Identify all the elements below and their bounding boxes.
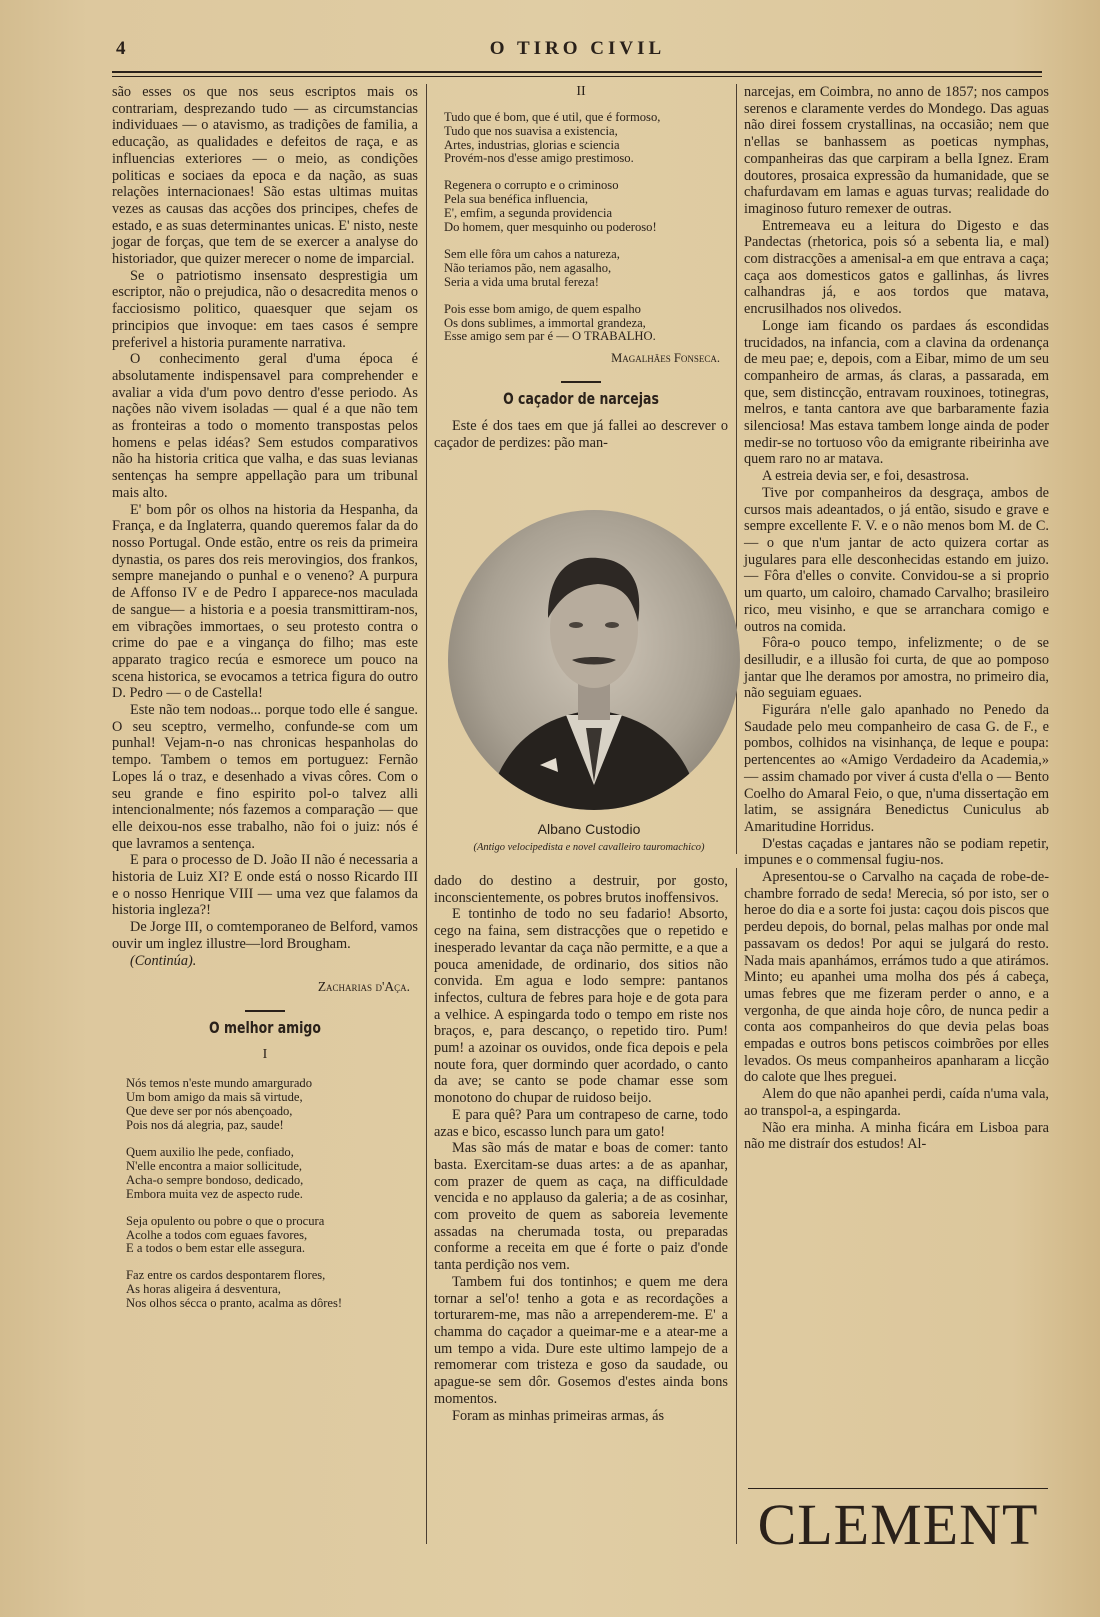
portrait-illustration — [448, 510, 740, 810]
page-header — [110, 38, 1045, 68]
paragraph: Se o patriotismo insensato desprestigia um escriptor, não o prejudica, não o desacredita menos o facciosismo politico, quaesquer que sejam os principios que invoque: em taes casos é sempre preferivel a historia puramente narrativa. — [112, 267, 418, 351]
verse-line: Pois nos dá alegria, paz, saude! — [126, 1118, 284, 1133]
header-rule-thin — [112, 76, 1042, 77]
stanza — [126, 1215, 418, 1257]
paragraph: Não era minha. A minha ficára em Lisboa para não me distraír dos estudos! Al- — [744, 1119, 1049, 1153]
verse-line: Acha-o sempre bondoso, dedicado, — [126, 1172, 304, 1187]
column-divider-2-bottom — [736, 868, 737, 1544]
paragraph: Entremeava eu a leitura do Digesto e das Pandectas (rhetorica, pois só a sebenta lia, e mal) com distracções a amenisal-a em que entrava a caça; caça aos domesticos gatos e gallinhas, ás livres calhandras já, e aos tordos que matava, encrusilhados nos olivedos. — [744, 217, 1049, 318]
article-signature: Zacharias d'Aça. — [317, 979, 410, 995]
stanza — [126, 1269, 418, 1311]
verse-line: Um bom amigo da mais sã virtude, — [126, 1090, 303, 1105]
stanza — [444, 248, 728, 290]
verse-line: Seja opulento ou pobre o que o procura — [126, 1213, 325, 1228]
column-2-lower — [434, 873, 728, 1424]
column-divider-2-top — [736, 84, 737, 854]
paragraph: Figurára n'elle galo apanhado no Penedo da Saudade pelo meu companheiro de casa G. de F., e pombos, colhidos na visinhança, de leque e poupa: pertencentes ao «Amigo Verdadeiro da Academia,» — assim chamado por viver á custa d'ella o — Bento Coelho do Amaral Feio, o que, n'uma dissertação em latim, se assignára Benedictus Cuniculus ab Amaritudine Horridus. — [744, 702, 1049, 835]
paragraph: E para o processo de D. João II não é necessaria a historia de Luiz XI? E onde está o nosso Ricardo III e o nosso Henrique VIII — uma vez que falamos da historia ingleza?! — [112, 852, 418, 919]
advert-clement: CLEMENT — [757, 1492, 1039, 1557]
poem-part-1 — [126, 1077, 418, 1311]
verse-line: Acolhe a todos com eguaes favores, — [126, 1227, 308, 1242]
paragraph: Foram as minhas primeiras armas, ás — [452, 1407, 665, 1424]
verse-line: Quem auxilio lhe pede, confiado, — [126, 1145, 294, 1159]
header-rule-thick — [112, 71, 1042, 73]
stanza — [444, 111, 728, 167]
verse-line: Esse amigo sem par é — O TRABALHO. — [444, 329, 656, 344]
paragraph: são esses os que nos seus escriptos mais os contrariam, desprezando tudo — as circumstancias individuaes — o atavismo, as tradições de familia, a educação, as qualidades e defeitos de raça, e as influencias exteriores — o meio, as condições politicas e sociaes da epoca e da nação, as suas relações internacionaes! São estas ultimas muitas vezes as causas das acções dos principes, chefes de estado, e as suas determinantes unicas. E' nisto, neste jogar de forças, que tem de se exercer a analyse do historiador, que quizer merecer o nome de imparcial. — [112, 84, 418, 268]
column-divider-1 — [426, 84, 427, 1544]
verse-line: Pela sua benéfica influencia, — [444, 192, 589, 207]
verse-line: Nós temos n'este mundo amargurado — [126, 1076, 313, 1091]
verse-line: Provém-nos d'esse amigo prestimoso. — [444, 151, 634, 166]
verse-line: Não teriamos pão, nem agasalho, — [444, 260, 612, 275]
verse-line: As horas aligeira á desventura, — [126, 1282, 281, 1297]
verse-line: Pois esse bom amigo, de quem espalho — [444, 301, 641, 316]
verse-line: Seria a vida uma brutal fereza! — [444, 274, 599, 289]
verse-line: N'elle encontra a maior sollicitude, — [126, 1158, 303, 1173]
section-rule — [245, 1010, 285, 1012]
paragraph: O conhecimento geral d'uma época é absolutamente indispensavel para comprehender e avaliar a vida d'um povo dentro d'esse periodo. As nações não vivem isoladas — qual é a que não tem as fronteiras a todo o momento transpostas pelos homens e pelas idéas? Sem estudos comparativos não ha historia critica que valha, e das suas levianas sentenças ha sempre appellação para um tribunal mais alto. — [112, 351, 418, 501]
paragraph: De Jorge III, o comtemporaneo de Belford, vamos ouvir um inglez illustre—lord Brougham. — [112, 919, 418, 952]
paragraph: Apresentou-se o Carvalho na caçada de robe-de-chambre forrado de seda! Merecia, só por isto, ser o heroe do dia e a sorte foi justa: caçou dois piscos que perdeu depois, do bornal, pelas malhas por onde mal passavam os dedos! Por aqui se julgará do resto. Nada mais apanhámos, errámos tudo a que atirámos. Minto; eu apanhei uma molha dos pés á cabeça, umas febres que me fizeram perder o anno, e a vergonha, de que ainda hoje côro, de nunca pedir a conta aos companheiros do que devia pelas boas empadas e outros bons petiscos coimbrões por elles levados. Os meus companheiros apanharam a licção do calote que lhes preguei. — [744, 869, 1049, 1086]
verse-line: Tudo que nos suavisa a existencia, — [444, 123, 618, 138]
paragraph: E tontinho de todo no seu fadario! Absorto, cego na faina, sem distracções que o repetido e inesperado levantar da caça não permitte, e a que a pouca amenidade, de ordinario, dos sitios não convida. Em agua e lodo sempre: pantanos infectos, cultura de febres para hoje e de gota para a velhice. A espingarda todo o tempo em riste nos braços, e, para descanço, o repetido tiro. Pum! pum! a azoinar os ouvidos, onde fica depois e pela noute fora, quer dormindo quer acordado, o canto da ave; se canto se pode chamar esse som monotono do chupar de ruidoso beijo. — [434, 906, 728, 1107]
paragraph: E para quê? Para um contrapeso de carne, todo azas e bico, escasso lunch para um gato! — [434, 1106, 728, 1140]
stanza — [126, 1146, 418, 1202]
page-number: 4 — [116, 38, 126, 59]
verse-line: E', emfim, a segunda providencia — [444, 206, 613, 221]
paragraph: Tambem fui dos tontinhos; e quem me dera tornar a sel'o! tenho a gota e as recordações a torturarem-me, mas não a arrependerem-me. E' a chamma do caçador a queimar-me e a atear-me a um tempo a vida. Dure este ultimo lampejo de a remomerar com tristeza e goso da saudade, ou apague-se sem dôr. Gosemos d'estes ainda bons momentos. — [434, 1273, 728, 1407]
stanza — [126, 1077, 418, 1133]
verse-line: Que deve ser por nós abençoado, — [126, 1104, 293, 1119]
section-rule — [561, 381, 601, 383]
portrait-caption-subtitle: (Antigo velocipedista e novel cavalleiro tauromachico) — [473, 842, 705, 853]
paragraph: Longe iam ficando os pardaes ás escondidas trucidados, na infancia, com a clavina da ordenança de meu pae; e, depois, com a Eibar, mimo de um seu companheiro de armas, ás claras, a passarada, em que, sem distincção, entravam rouxinoes, totinegras, melros, e tanta cantora ave que barbaramente fazia silenciosa! Mas estava tambem longe ainda de poder medir-se no tortuoso vôo da emigrante ribeirinha ave quem raro no ar matava. — [744, 317, 1049, 468]
poem-title: O melhor amigo — [209, 1017, 321, 1037]
column-3 — [744, 84, 1049, 1153]
portrait-photo — [448, 510, 740, 810]
paragraph: Este não tem nodoas... porque todo elle é sangue. O seu sceptro, vermelho, confunde-se com um punhal! Vejam-n-o nas chronicas hespanholas do tempo. Tambem o temos em portuguez: Fernão Lopes lá o traz, e desenhado a vivas côres. Com o seu grande e fino espirito pol-o talvez alli intencionalmente; nós fazemos a comparação — que elle deixou-nos esse trabalho, não foi o juiz: nós é que lavramos a sentença. — [112, 702, 418, 852]
newspaper-title: O TIRO CIVIL — [489, 38, 666, 59]
column-1 — [112, 84, 418, 1324]
stanza — [444, 179, 728, 235]
verse-line: Artes, industrias, glorias e sciencia — [444, 137, 620, 152]
poem-part-number: I — [262, 1046, 268, 1062]
verse-line: Tudo que é bom, que é util, que é formoso, — [444, 109, 661, 124]
paragraph: dado do destino a destruir, por gosto, inconscientemente, os pobres brutos inoffensivos. — [434, 873, 728, 906]
verse-line: Embora muita vez de aspecto rude. — [126, 1186, 303, 1201]
verse-line: Regenera o corrupto e o criminoso — [444, 178, 619, 193]
article-title: O caçador de narcejas — [503, 389, 659, 409]
poem-part-number: II — [576, 84, 586, 99]
stanza — [444, 303, 728, 345]
portrait-caption-name: Albano Custodio — [537, 821, 641, 837]
advert-rule — [748, 1488, 1048, 1489]
paragraph: Tive por companheiros da desgraça, ambos de cursos mais adeantados, o já então, sisudo e grave e sempre excellente F. V. e o não menos bom M. de C. — o que n'um jantar de acto quizera cortar as jugulares para elle desconhecidas estando em juizo. — Fôra d'elles o convite. Convidou-se a si proprio um quarto, um caloiro, chamado Carvalho; brasileiro rico, meu visinho, e que se arranchara comigo e outros na comida. — [744, 484, 1049, 635]
paragraph: A estreia devia ser, e foi, desastrosa. — [762, 468, 970, 485]
poem-part-2 — [444, 111, 728, 345]
paragraph: Mas são más de matar e boas de comer: tanto basta. Exercitam-se duas artes: a de as apanhar, com prazer de quem as caça, na difficuldade vencida e no applauso da galeria; a de as cosinhar, com proveito de quem as saboreia levemente assadas na cherumada tosta, ou preparadas conforme a receita em que é forte o paiz d'onde tanta perdição nos vem. — [434, 1140, 728, 1274]
poem-signature: Magalhães Fonseca. — [611, 351, 720, 366]
column-2 — [434, 84, 728, 451]
paragraph: D'estas caçadas e jantares não se podiam repetir, impunes e o commensal fugiu-nos. — [744, 835, 1049, 869]
paragraph: E' bom pôr os olhos na historia da Hespanha, da França, e da Inglaterra, quando queremos falar da do nosso Portugal. Onde estão, entre os reis da primeira dynastia, os pares dos reis merovingios, dos frankos, sempre manejando o punhal e o veneno? A purpura de Affonso IV e de Pedro I apparece-nos maculada de sangue— a historia e a poesia transmittiram-nos, em vibrações immortaes, o seu protesto contra o crime do pae e a vingança do filho; mas este apparato tragico recúa e esmorece um pouco na scena historica, se evocamos a tetrica figura do outro D. Pedro — o de Castella! — [112, 501, 418, 702]
verse-line: Os dons sublimes, a immortal grandeza, — [444, 315, 646, 330]
paragraph: Este é dos taes em que já fallei ao descrever o caçador de perdizes: pão man- — [434, 417, 728, 451]
paragraph: narcejas, em Coimbra, no anno de 1857; nos campos serenos e claramente verdes do Mondego. Das aguas não direi fossem crystallinas, na occasião; nem que n'ellas se banhassem as poeticas nymphas, companheiras das que carpiram a bella Ignez. Eram doutores, prosaica expressão da humanidade, que se chafurdavam em lamas e aguas turvas; realidade do imaginoso futuro remexer de outras. — [744, 84, 1049, 217]
verse-line: Sem elle fôra um cahos a natureza, — [444, 246, 620, 261]
verse-line: E a todos o bem estar elle assegura. — [126, 1241, 306, 1256]
verse-line: Faz entre os cardos despontarem flores, — [126, 1268, 326, 1283]
paragraph: Fôra-o pouco tempo, infelizmente; o de se desilludir, e a illusão foi curta, de que ao pomposo jantar que lhe deramos por amostra, no primeiro dia, não seguiam eguaes. — [744, 635, 1049, 702]
continua-note: (Continúa). — [130, 952, 197, 969]
verse-line: Nos olhos sécca o pranto, acalma as dôres! — [126, 1296, 343, 1311]
paragraph: Alem do que não apanhei perdi, caída n'uma vala, ao transpol-a, a espingarda. — [744, 1086, 1049, 1119]
verse-line: Do homem, quer mesquinho ou poderoso! — [444, 220, 657, 235]
